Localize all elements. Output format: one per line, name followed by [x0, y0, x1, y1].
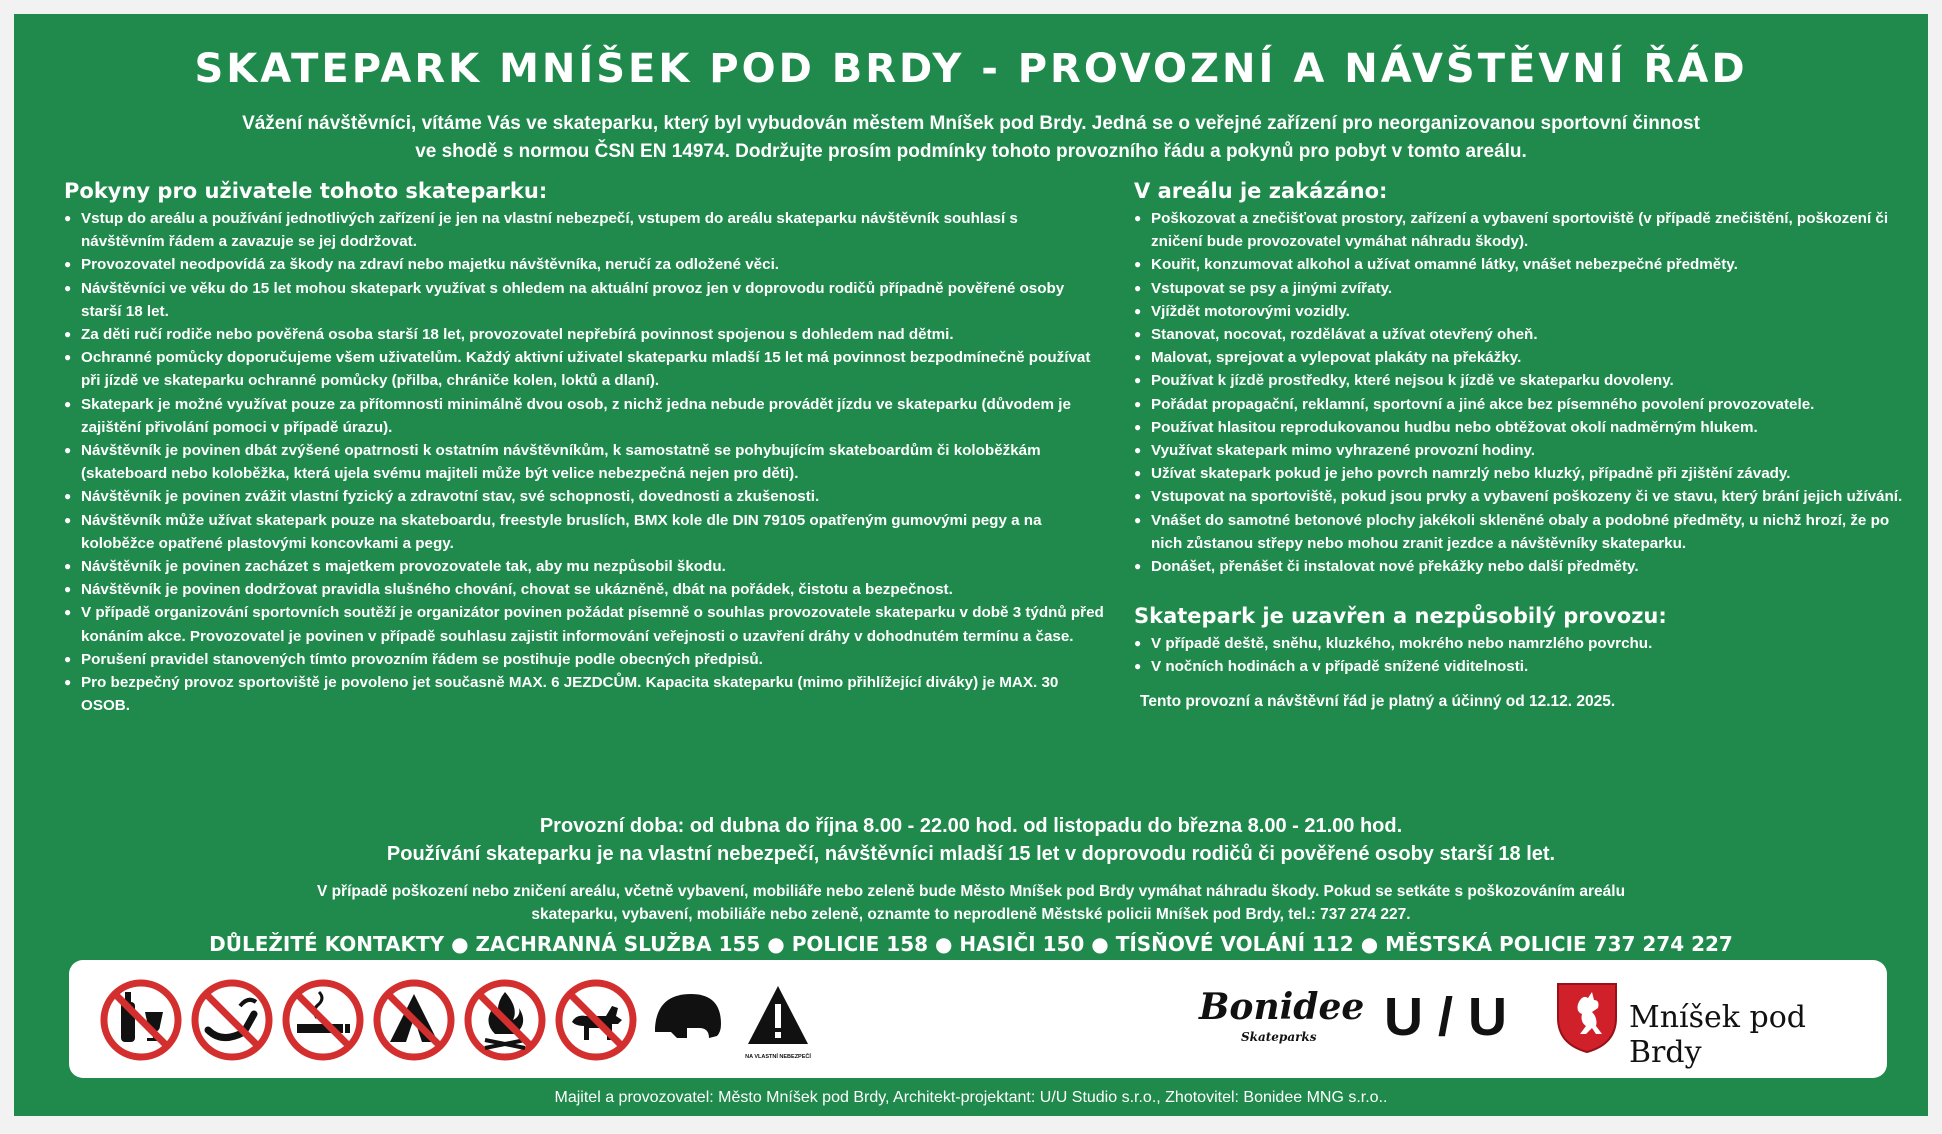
bonidee-logo: Bonidee	[1199, 986, 1365, 1028]
footer-credits: Majitel a provozovatel: Město Mníšek pod Brdy, Architekt-projektant: U/U Studio s.r.o., Zhotovitel: Bonidee MNG s.r.o..	[554, 1089, 1388, 1106]
no-alcohol-icon	[99, 978, 183, 1062]
list-item: ● Pořádat propagační, reklamní, sportovní a jiné akce bez písemného povolení provozovatele.	[1134, 393, 1904, 416]
prohibited-section	[1134, 179, 1904, 711]
list-item: ● Donášet, přenášet či instalovat nové překážky nebo další předměty.	[1134, 555, 1904, 578]
list-item: ● Stanovat, nocovat, rozdělávat a užívat otevřený oheň.	[1134, 323, 1904, 346]
list-item: ● Pro bezpečný provoz sportoviště je povoleno jet současně MAX. 6 JEZDCŮM. Kapacita skateparku (mimo přihlížející diváky) je MAX. 30 OSOB.	[64, 671, 1104, 717]
opening-line: Používání skateparku je na vlastní nebezpečí, návštěvníci mladší 15 let v doprovodu rodičů či pověřené osoby starší 18 let.	[386, 843, 1556, 865]
page-title: SKATEPARK MNÍŠEK POD BRDY - PROVOZNÍ A NÁVŠTĚVNÍ ŘÁD	[194, 46, 1748, 92]
list-item: ● V případě organizování sportovních soutěží je organizátor povinen požádat písemně o souhlas provozovatele skateparku v době 3 týdnů před konáním akce. Provozovatel je povinen v případě souhlasu zajistit informování veřejnosti o uzavření dráhy v dohodnutém termínu a čase.	[64, 601, 1104, 647]
damage-notice	[14, 880, 1928, 926]
list-item: ● Vstupovat se psy a jinými zvířaty.	[1134, 277, 1904, 300]
list-item: ● Návštěvníci ve věku do 15 let mohou skatepark využívat s ohledem na aktuální provoz jen v doprovodu rodičů případně pověřené osoby starší 18 let.	[64, 277, 1104, 323]
opening-line: Provozní doba: od dubna do října 8.00 - 22.00 hod. od listopadu do března 8.00 - 21.00 hod.	[539, 815, 1403, 837]
town-coat-of-arms-icon	[1556, 982, 1618, 1054]
rules-heading: Pokyny pro uživatele tohoto skateparku:	[64, 179, 548, 203]
list-item: ● Za děti ručí rodiče nebo pověřená osoba starší 18 let, provozovatel nepřebírá povinnost spojenou s dohledem nad dětmi.	[64, 323, 1104, 346]
closed-list	[1134, 632, 1904, 678]
list-item: ● Používat hlasitou reprodukovanou hudbu nebo obtěžovat okolí nadměrným hlukem.	[1134, 416, 1904, 439]
symbols-panel	[69, 960, 1887, 1078]
intro-text	[14, 110, 1928, 166]
damage-line: V případě poškození nebo zničení areálu, včetně vybavení, mobiliáře nebo zeleně bude Město Mníšek pod Brdy vymáhat náhradu škody. Pokud se setkáte s poškozováním areálu	[316, 883, 1626, 900]
intro-line: ve shodě s normou ČSN EN 14974. Dodržujte prosím podmínky tohoto provozního řádu a pokynů pro pobyt v tomto areálu.	[415, 141, 1527, 162]
rules-list	[64, 207, 1104, 717]
damage-line: skateparku, vybavení, mobiliáře nebo zeleně, oznamte to neprodleně Městské policii Mníšek pod Brdy, tel.: 737 274 227.	[531, 906, 1411, 923]
intro-line: Vážení návštěvníci, vítáme Vás ve skateparku, který byl vybudován městem Mníšek pod Brdy. Jedná se o veřejné zařízení pro neorganizovanou sportovní činnost	[242, 113, 1700, 134]
opening-hours	[14, 812, 1928, 868]
list-item: ● Ochranné pomůcky doporučujeme všem uživatelům. Každý aktivní uživatel skateparku mladší 15 let má povinnost bezpodmínečně používat při jízdě ve skateparku ochranné pomůcky (přilba, chrániče kolen, loktů a dlaní).	[64, 346, 1104, 392]
list-item: ● Využívat skatepark mimo vyhrazené provozní hodiny.	[1134, 439, 1904, 462]
important-contacts: DŮLEŽITÉ KONTAKTY ● ZACHRANNÁ SLUŽBA 155 ● POLICIE 158 ● HASIČI 150 ● TÍSŇOVÉ VOLÁNÍ 112 ● MĚSTSKÁ POLICIE 737 274 227	[209, 932, 1733, 956]
uu-studio-logo: U / U	[1384, 987, 1508, 1047]
rules-section	[64, 179, 1104, 717]
list-item: ● Poškozovat a znečišťovat prostory, zařízení a vybavení sportoviště (v případě znečištění, poškození či zničení bude provozovatel vymáhat náhradu škody).	[1134, 207, 1904, 253]
list-item: ● Porušení pravidel stanovených tímto provozním řádem se postihuje podle obecných předpisů.	[64, 648, 1104, 671]
list-item: ● Návštěvník je povinen zacházet s majetkem provozovatele tak, aby mu nezpůsobil škodu.	[64, 555, 1104, 578]
no-smoking-icon	[281, 978, 365, 1062]
town-name-logo: Mníšek pod Brdy	[1629, 1000, 1806, 1070]
no-fire-icon	[463, 978, 547, 1062]
list-item: ● Návštěvník je povinen dodržovat pravidla slušného chování, chovat se ukázněně, dbát na pořádek, čistotu a bezpečnost.	[64, 578, 1104, 601]
list-item: ● Malovat, sprejovat a vylepovat plakáty na překážky.	[1134, 346, 1904, 369]
warning-caption: NA VLASTNÍ NEBEZPEČÍ	[745, 1054, 811, 1060]
list-item: ● Návštěvník je povinen zvážit vlastní fyzický a zdravotní stav, své schopnosti, dovednosti a zkušenosti.	[64, 485, 1104, 508]
closed-heading: Skatepark je uzavřen a nezpůsobilý provozu:	[1134, 604, 1667, 629]
list-item: ● Vjíždět motorovými vozidly.	[1134, 300, 1904, 323]
helmet-icon	[645, 978, 729, 1062]
list-item: ● Vstupovat na sportoviště, pokud jsou prvky a vybavení poškozeny či ve stavu, který brání jejich užívání.	[1134, 485, 1904, 508]
list-item: ● Vnášet do samotné betonové plochy jakékoli skleněné obaly a podobné předměty, u nichž hrozí, že po nich zůstanou střepy nebo mohou zranit jezdce a návštěvníky skateparku.	[1134, 509, 1904, 555]
no-drugs-icon	[190, 978, 274, 1062]
bonidee-logo-subtitle: Skateparks	[1241, 1030, 1317, 1044]
skatepark-rules-sign	[14, 14, 1928, 1116]
list-item: ● Používat k jízdě prostředky, které nejsou k jízdě ve skateparku dovoleny.	[1134, 369, 1904, 392]
no-camping-icon	[372, 978, 456, 1062]
prohibited-list	[1134, 207, 1904, 578]
no-dogs-icon	[554, 978, 638, 1062]
list-item: ● Vstup do areálu a používání jednotlivých zařízení je jen na vlastní nebezpečí, vstupem do areálu skateparku návštěvník souhlasí s návštěvním řádem a zavazuje se jej dodržovat.	[64, 207, 1104, 253]
warning-icon	[736, 978, 820, 1062]
list-item: ● Provozovatel neodpovídá za škody na zdraví nebo majetku návštěvníka, neručí za odložené věci.	[64, 253, 1104, 276]
list-item: ● Návštěvník může užívat skatepark pouze na skateboardu, freestyle bruslích, BMX kole dle DIN 79105 opatřeným gumovými pegy a na koloběžce opatřené plastovými koncovkami a pegy.	[64, 509, 1104, 555]
validity-note: Tento provozní a návštěvní řád je platný a účinný od 12.12. 2025.	[1140, 692, 1616, 710]
list-item: ● Kouřit, konzumovat alkohol a užívat omamné látky, vnášet nebezpečné předměty.	[1134, 253, 1904, 276]
list-item: ● Skatepark je možné využívat pouze za přítomnosti minimálně dvou osob, z nichž jedna nebude provádět jízdu ve skateparku (důvodem je zajištění přivolání pomoci v případě úrazu).	[64, 393, 1104, 439]
list-item: ● V nočních hodinách a v případě snížené viditelnosti.	[1134, 655, 1904, 678]
list-item: ● Užívat skatepark pokud je jeho povrch namrzlý nebo kluzký, případně při zjištění závady.	[1134, 462, 1904, 485]
prohibited-heading: V areálu je zakázáno:	[1134, 179, 1388, 203]
list-item: ● Návštěvník je povinen dbát zvýšené opatrnosti k ostatním návštěvníkům, k samostatně se pohybujícím skateboardům či koloběžkám (skateboard nebo koloběžka, která ujela svému majiteli může být velice nebezpečná nejen pro děti).	[64, 439, 1104, 485]
list-item: ● V případě deště, sněhu, kluzkého, mokrého nebo namrzlého povrchu.	[1134, 632, 1904, 655]
